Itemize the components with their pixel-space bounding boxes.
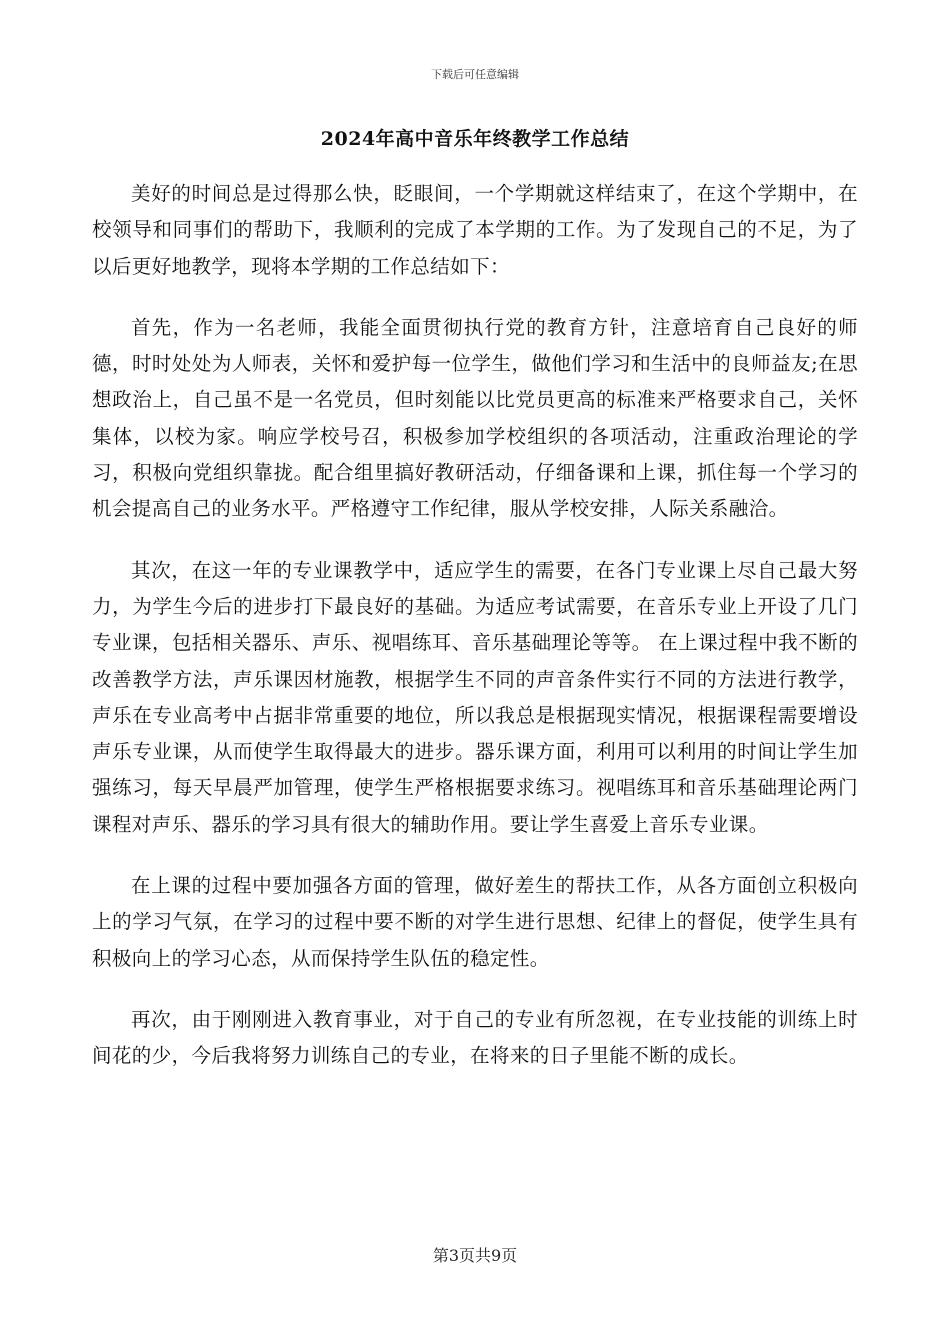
paragraph-second: 其次，在这一年的专业课教学中，适应学生的需要，在各门专业课上尽自己最大努力，为学生今后的进步打下最良好的基础。为适应考试需要，在音乐专业上开设了几门专业课，包括相关器乐、声乐、视唱练耳、音乐基础理论等等。 在上课过程中我不断的改善教学方法，声乐课因材施教，根据学生不同的声音条件实行不同的方法进行教学，声乐在专业高考中占据非常重要的地位，所以我总是根据现实情况，根据课程需要增设声乐专业课，从而使学生取得最大的进步。器乐课方面，利用可以利用的时间让学生加强练习，每天早晨严加管理，使学生严格根据要求练习。视唱练耳和音乐基础理论两门课程对声乐、器乐的学习具有很大的辅助作用。要让学生喜爱上音乐专业课。 [92,558,858,836]
page-number-footer: 第3页共9页 [432,1246,518,1265]
header-note: 下载后可任意编辑 [431,68,519,81]
paragraph-first: 首先，作为一名老师，我能全面贯彻执行党的教育方针，注意培育自己良好的师德，时时处处为人师表，关怀和爱护每一位学生，做他们学习和生活中的良师益友;在思想政治上，自己虽不是一名党员，但时刻能以比党员更高的标准来严格要求自己，关怀集体，以校为家。响应学校号召，积极参加学校组织的各项活动，注重政治理论的学习，积极向党组织靠拢。配合组里搞好教研活动，仔细备课和上课，抓住每一个学习的机会提高自己的业务水平。严格遵守工作纪律，服从学校安排，人际关系融洽。 [92,315,858,521]
paragraph-intro: 美好的时间总是过得那么快，眨眼间，一个学期就这样结束了，在这个学期中，在校领导和同事们的帮助下，我顺利的完成了本学期的工作。为了发现自己的不足，为了以后更好地教学，现将本学期的工作总结如下： [92,182,858,278]
document-title: 2024年高中音乐年终教学工作总结 [320,128,630,150]
paragraph-third: 再次，由于刚刚进入教育事业，对于自己的专业有所忽视，在专业技能的训练上时间花的少，今后我将努力训练自己的专业，在将来的日子里能不断的成长。 [92,1007,858,1068]
paragraph-management: 在上课的过程中要加强各方面的管理，做好差生的帮扶工作，从各方面创立积极向上的学习气氛，在学习的过程中要不断的对学生进行思想、纪律上的督促，使学生具有积极向上的学习心态，从而保持学生队伍的稳定性。 [92,874,858,970]
document-body [92,176,858,1100]
